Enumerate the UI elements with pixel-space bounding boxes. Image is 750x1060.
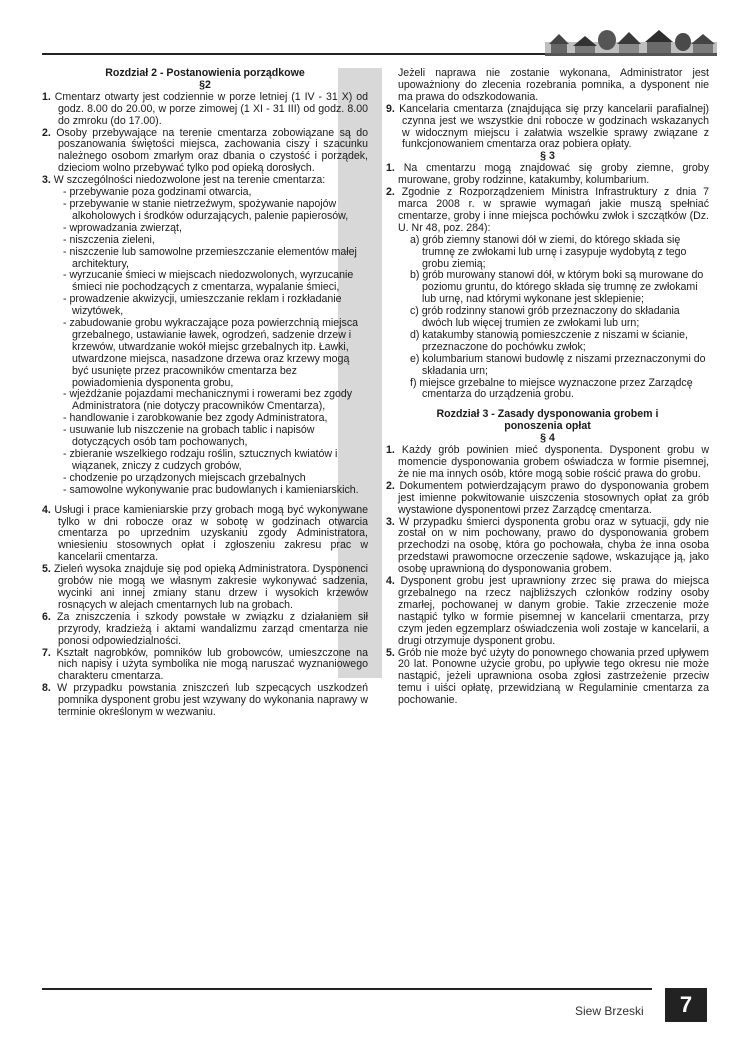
prohibited-item: - niszczenie lub samowolne przemieszczanie elementów małej architektury, xyxy=(63,245,357,270)
footer-rule xyxy=(42,988,652,990)
paragraph-3-intro: 3. W szczególności niedozwolone jest na terenie cmentarza: xyxy=(42,174,326,187)
paragraph-1: 1. Cmentarz otwarty jest codziennie w porze letniej (1 IV - 31 X) od godz. 8.00 do 20.00, w porze zimowej (1 XI - 31 III) od godz. 8.00 do zmroku (do 17.00). xyxy=(42,90,369,127)
s4-paragraph-2: 2. Dokumentem potwierdzającym prawo do dysponowania grobem jest imienne pokwitowanie uiszczenia stosownych opłat za grób wystawione dysponentowi przez Zarządcę cmentarza. xyxy=(386,479,709,516)
section-2-number: §2 xyxy=(199,78,211,91)
grave-type-item: e) kolumbarium stanowi budowlę z niszami przeznaczonymi do składania urn; xyxy=(410,352,706,377)
prohibited-item: - niszczenia zieleni, xyxy=(63,233,155,246)
paragraph-5: 5. Zieleń wysoka znajduje się pod opieką Administratora. Dysponenci grobów nie mogą we własnym zakresie wykonywać sadzenia, wycinki ani innej zmiany stanu drzew i wysokich krzewów rosnących w alejach cmentarnych lub na grobach. xyxy=(42,563,368,611)
grave-type-item: a) grób ziemny stanowi dół w ziemi, do którego składa się trumnę ze zwłokami lub urnę i zasypuje wydobytą z tego grobu ziemią; xyxy=(410,233,687,270)
grave-type-item: f) miejsce grzebalne to miejsce wyznaczone przez Zarządcę cmentarza do urządzenia grobu. xyxy=(410,376,693,401)
chapter-3-heading: Rozdział 3 - Zasady dysponowania grobem i ponoszenia opłat xyxy=(436,408,659,433)
publication-name: Siew Brzeski xyxy=(575,1004,644,1018)
paragraph-8: 8. W przypadku powstania zniszczeń lub szpecących uszkodzeń pomnika dysponent grobu jest wzywany do wykonania naprawy w terminie określonym w wezwaniu. xyxy=(42,682,368,719)
paragraph-8-continued: Jeżeli naprawa nie zostanie wykonana, Administrator jest upoważniony do zlecenia rozebrania pomnika, a dysponent nie ma prawa do odszkodowania. xyxy=(398,67,709,103)
paragraph-9: 9. Kancelaria cmentarza (znajdująca się przy kancelarii parafialnej) czynna jest we wszystkie dni robocze w godzinach wskazanych w widocznym miejscu i załatwia wszelkie sprawy związane z funkcjonowaniem cmentarza oraz pobiera opłaty. xyxy=(386,102,709,151)
prohibited-item: - wjeżdżanie pojazdami mechanicznymi i rowerami bez zgody Administratora (nie dotyczy pracowników Cmentarza), xyxy=(63,388,353,413)
paragraph-2: 2. Osoby przebywające na terenie cmentarza zobowiązane są do poszanowania świętości miejsca, zachowania ciszy i szacunku należnego osobom zmarłym oraz dbania o czystość i porządek, dzieciom wolno przebywać tylko pod opieką dorosłych. xyxy=(42,126,368,175)
grave-type-item: b) grób murowany stanowi dół, w którym boki są murowane do poziomu gruntu, do którego składa się trumnę ze zwłokami lub urnę, nad którymi wykonane jest sklepienie; xyxy=(410,269,704,306)
s4-paragraph-1: 1. Każdy grób powinien mieć dysponenta. Dysponent grobu w momencie dysponowania grobem oświadcza w formie pisemnej, że nie ma innych osób, które mogą sobie rościć prawa do grobu. xyxy=(386,444,709,480)
prohibited-item: - samowolne wykonywanie prac budowlanych i kamieniarskich. xyxy=(63,483,359,496)
prohibited-item: - zbieranie wszelkiego rodzaju roślin, sztucznych kwiatów i wiązanek, zniczy z cudzych grobów, xyxy=(63,448,338,472)
grave-type-item: c) grób rodzinny stanowi grób przeznaczony do składania dwóch lub więcej trumien ze zwłokami lub urn; xyxy=(410,305,680,330)
grave-types-list xyxy=(386,235,709,402)
right-column xyxy=(386,68,709,707)
prohibited-list xyxy=(42,187,368,497)
prohibited-item: - handlowanie i zarobkowanie bez zgody Administratora, xyxy=(63,412,328,425)
prohibited-item: - przebywanie w stanie nietrzeźwym, spożywanie napojów alkoholowych i środków odurzających, palenie papierosów, xyxy=(63,197,349,222)
prohibited-item: - wprowadzania zwierząt, xyxy=(63,221,182,234)
chapter-2-heading: Rozdział 2 - Postanowienia porządkowe xyxy=(105,67,305,79)
prohibited-item: - zabudowanie grobu wykraczające poza powierzchnią miejsca grzebalnego, ustawianie ławek, ogrodzeń, sadzenie drzew i krzewów, utwardzanie wokół miejsc grzebalnych itp. Ławki, utwardzone miejsca, nasadzone drzewa oraz krzewy mogą być usunięte przez pracowników cmentarza bez powiadomienia dysponenta grobu, xyxy=(63,317,359,389)
left-column xyxy=(42,68,368,719)
prohibited-item: - wyrzucanie śmieci w miejscach niedozwolonych, wyrzucanie śmieci nie pochodzących z cmentarza, wypalanie śmieci, xyxy=(63,269,354,294)
village-illustration xyxy=(545,22,717,56)
paragraph-7: 7. Kształt nagrobków, pomników lub grobowców, umieszczone na nich napisy i użyta symbolika nie mogą naruszać wyznaniowego charakteru cmentarza. xyxy=(42,646,368,683)
page-number: 7 xyxy=(665,988,707,1022)
s3-paragraph-1: 1. Na cmentarzu mogą znajdować się groby ziemne, groby murowane, groby rodzinne, katakumby, kolumbarium. xyxy=(386,162,709,187)
s3-paragraph-2: 2. Zgodnie z Rozporządzeniem Ministra Infrastruktury z dnia 7 marca 2008 r. w sprawie wymagań jakie muszą spełniać cmentarze, groby i inne miejsca pochówku zwłok i szczątków (Dz. U. Nr 48, poz. 284): xyxy=(386,186,709,234)
s4-paragraph-3: 3. W przypadku śmierci dysponenta grobu oraz w sytuacji, gdy nie został on w nim pochowany, prawo do dysponowania grobem przechodzi na osobę, która go pochowała, chyba że inna osoba przedstawi prawomocne orzeczenie sądowe, wskazujące ją, jako osobę uprawnioną do dysponowania grobem. xyxy=(386,515,709,576)
paragraph-6: 6. Za zniszczenia i szkody powstałe w związku z działaniem sił przyrody, kradzieżą i aktami wandalizmu zarząd cmentarza nie ponosi odpowiedzialności. xyxy=(42,610,368,647)
prohibited-item: - przebywanie poza godzinami otwarcia, xyxy=(63,186,252,199)
section-3-number: § 3 xyxy=(540,150,555,163)
grave-type-item: d) katakumby stanowią pomieszczenie z niszami w ścianie, przeznaczone do pochówku zwłok; xyxy=(410,328,688,353)
paragraph-4: 4. Usługi i prace kamieniarskie przy grobach mogą być wykonywane tylko w dni robocze oraz w sobotę w godzinach otwarcia cmentarza po uprzednim uzyskaniu zgody Administratora, wniesieniu stosownych opłat i zgłoszeniu zakresu prac w kancelarii cmentarza. xyxy=(42,503,368,564)
s4-paragraph-4: 4. Dysponent grobu jest uprawniony zrzec się prawa do miejsca grzebalnego na rzecz najbliższych członków rodziny osoby zmarłej, pochowanej w danym grobie. Takie zrzeczenie może nastąpić tylko w formie pisemnej w kancelarii cmentarza, przy czym jeden egzemplarz oświadczenia woli zostaje w kancelarii, a drugi otrzymuje dysponent grobu. xyxy=(386,575,709,647)
s4-paragraph-5: 5. Grób nie może być użyty do ponownego chowania przed upływem 20 lat. Ponowne użycie grobu, po upływie tego okresu nie może nastąpić, jeżeli uprawniona osoba zgłosi zastrzeżenie przeciw temu i uiści opłatę, przewidzianą w Regulaminie cmentarza za pochowanie. xyxy=(386,646,709,707)
header-rule xyxy=(42,53,545,55)
section-4-number: § 4 xyxy=(540,432,555,445)
prohibited-item: - chodzenie po urządzonych miejscach grzebalnych xyxy=(63,471,306,484)
prohibited-item: - usuwanie lub niszczenie na grobach tablic i napisów dotyczących osób tam pochowanych, xyxy=(63,424,315,449)
prohibited-item: - prowadzenie akwizycji, umieszczanie reklam i rozkładanie wizytówek, xyxy=(63,293,342,318)
